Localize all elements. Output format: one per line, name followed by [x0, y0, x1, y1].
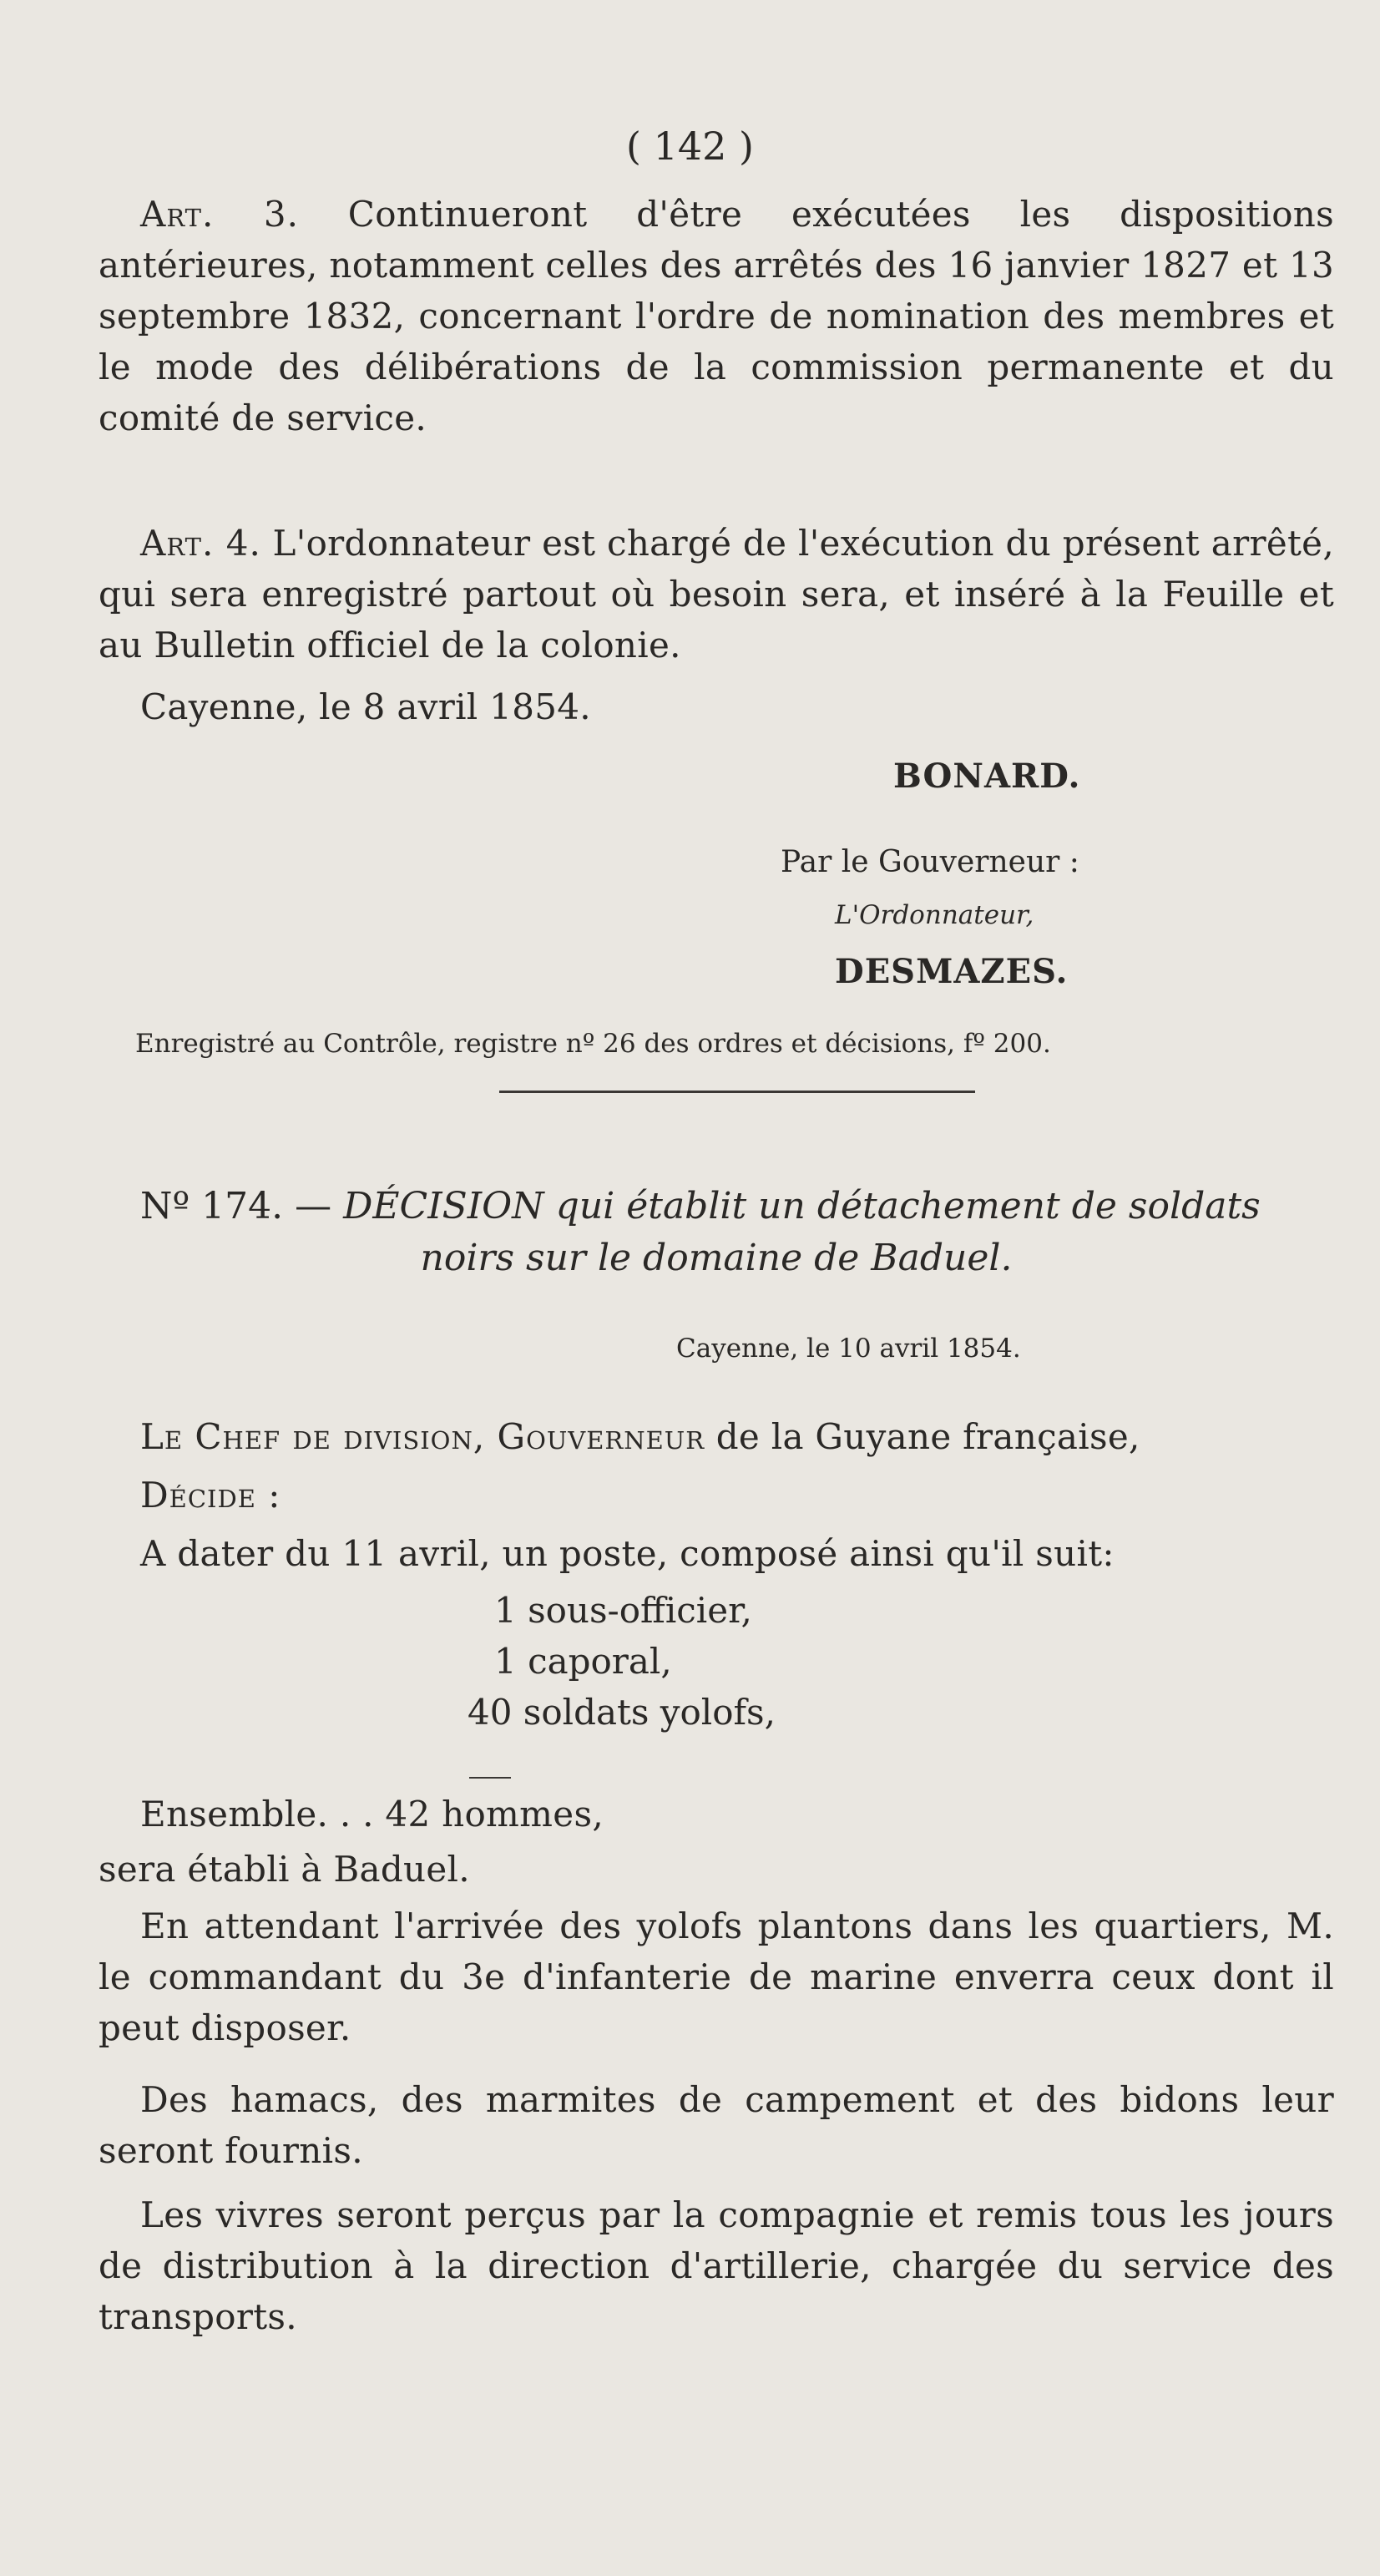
decision-para-3: Les vivres seront perçus par la compagnie et remis tous les jours de distribution à la direction d'artillerie, chargée du service des transports. — [99, 2194, 1334, 2337]
chief-line — [99, 1411, 1334, 1462]
par-le-gouverneur: Par le Gouverneur : — [781, 845, 1079, 879]
decision-para-2: Des hamacs, des marmites de campement et des bidons leur seront fournis. — [99, 2079, 1334, 2171]
composition-list — [468, 1585, 776, 1738]
total-after: sera établi à Baduel. — [99, 1849, 470, 1890]
signature-desmazes: DESMAZES. — [835, 952, 1069, 991]
list-item: 40 soldats yolofs, — [468, 1692, 776, 1733]
chief-title: Le Chef de division, Gouverneur — [140, 1416, 705, 1457]
article-4-text: L'ordonnateur est chargé de l'exécution du présent arrêté, qui sera enregistré partout où besoin sera, et inséré à la Feuille et au Bulletin officiel de la colonie. — [99, 523, 1334, 666]
section-divider — [499, 1091, 975, 1093]
sum-rule — [469, 1777, 511, 1779]
list-item: 1 caporal, — [494, 1641, 672, 1682]
article-3-text: Continueront d'être exécutées les dispositions antérieures, notamment celles des arrêtés des 16 janvier 1827 et 13 septembre 1832, concernant l'ordre de nomination des membres et le mode des délibérations de la commission permanente et du comité de service. — [99, 194, 1334, 438]
registration-note: Enregistré au Contrôle, registre nº 26 des ordres et décisions, fº 200. — [135, 1029, 1051, 1059]
article-3-label: Art. 3. — [140, 194, 299, 235]
signature-bonard: BONARD. — [893, 757, 1081, 796]
article-4-label: Art. 4. — [140, 523, 261, 564]
decision-title-line2: noirs sur le domaine de Baduel. — [420, 1237, 1013, 1279]
article-4 — [99, 518, 1334, 671]
decide-line: Décide : — [140, 1475, 281, 1516]
decision-title-line1: DÉCISION qui établit un détachement de soldats — [343, 1185, 1261, 1227]
place-date-2: Cayenne, le 10 avril 1854. — [676, 1334, 1021, 1364]
page-number: ( 142 ) — [626, 124, 754, 169]
decision-heading — [99, 1181, 1334, 1284]
decision-number: Nº 174. — — [140, 1185, 332, 1227]
decision-para-1: En attendant l'arrivée des yolofs plantons dans les quartiers, M. le commandant du 3e d'infanterie de marine enverra ceux dont il peut disposer. — [99, 1905, 1334, 2048]
list-item: 1 sous-officier, — [494, 1590, 752, 1631]
place-date-1: Cayenne, le 8 avril 1854. — [140, 686, 591, 727]
decision-intro: A dater du 11 avril, un poste, composé ainsi qu'il suit: — [140, 1533, 1115, 1574]
total-line: Ensemble. . . 42 hommes, — [140, 1794, 604, 1835]
ordonnateur-title: L'Ordonnateur, — [835, 900, 1034, 930]
chief-rest: de la Guyane française, — [715, 1416, 1140, 1457]
article-3 — [99, 189, 1334, 443]
